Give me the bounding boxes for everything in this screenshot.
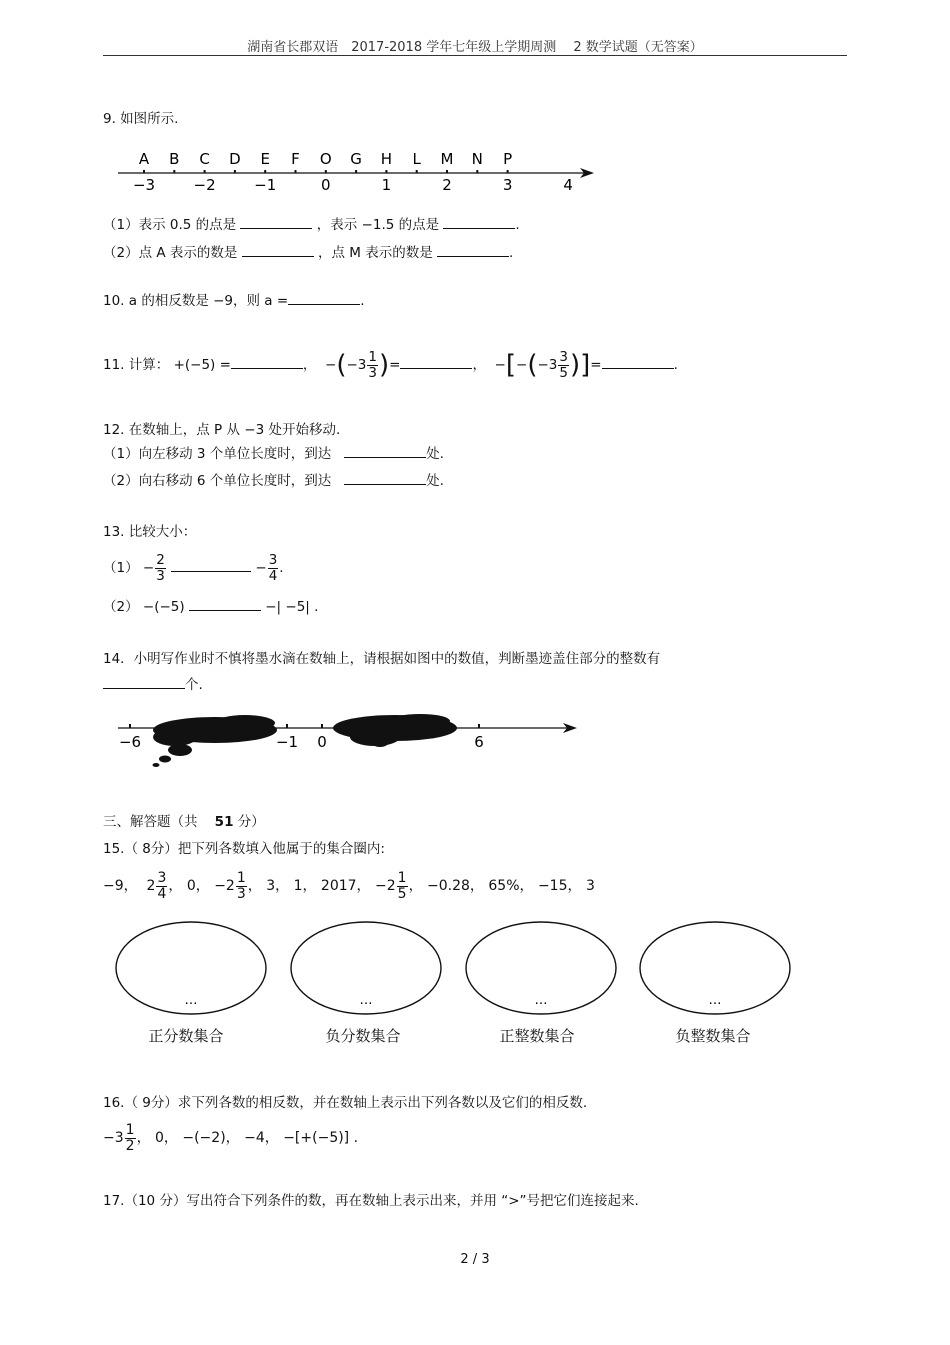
q11-blank-1[interactable] [231,356,303,369]
q9-title: 9. 如图所示. [103,111,179,127]
ink-blot-right [333,714,457,747]
q9-part1: （1）表示 0.5 的点是 ，表示 −1.5 的点是 . [103,217,520,233]
q9-blank-3[interactable] [242,244,314,257]
q15-title: 15.（ 8分）把下列各数填入他属于的集合圈内: [103,841,385,857]
set-ellipsis-4: … [708,993,722,1008]
q16-numbers: −3 $\frac{1}{2}$ ， 0， −(−2)， −4， −[+(−5)] . [103,1121,359,1154]
q14-tick-label-0: −6 [118,733,142,751]
q13-fraction-1: $\frac{2}{3}$ [156,551,165,584]
q13-blank-1[interactable] [171,559,251,572]
q9-blank-1[interactable] [240,216,312,229]
q12-title: 12. 在数轴上，点 P 从 −3 处开始移动. [103,422,341,438]
point-label-G: G [350,150,362,168]
point-label-N: N [471,150,483,168]
q11-fraction-2: $\frac{3}{5}$ [559,348,568,381]
q14-number-line [0,705,950,775]
q10-blank[interactable] [288,292,360,305]
tick-label-1: −2 [193,176,216,194]
set-label-negative-fractions: 负分数集合 [325,1027,401,1045]
page-header: 湖南省长郡双语 2017-2018 学年七年级上学期周测 2 数学试题（无答案） [247,40,703,55]
point-label-P: P [503,150,513,168]
q13-blank-2[interactable] [189,598,261,611]
point-label-M: M [440,150,454,168]
q14-tick-label-1: −1 [275,733,299,751]
q11-blank-3[interactable] [602,356,674,369]
point-label-A: A [138,150,150,168]
q14-line1: 14．小明写作业时不慎将墨水滴在数轴上，请根据如图中的数值，判断墨迹盖住部分的整数有 [103,651,661,667]
q14-tick-label-3: 6 [474,733,484,751]
q14-tick-label-2: 0 [317,733,327,751]
tick-label-4: 1 [381,176,392,194]
q11-fraction-1: $\frac{1}{3}$ [368,348,377,381]
q15-number-list: −9， 2 $\frac{3}{4}$ ， 0， −2 $\frac{1}{3}$ ， 3， 1， 2017， −2 $\frac{1}{5}$ ， −0.28， 65%， −15， 3 [103,869,595,902]
q12-part1: （1）向左移动 3 个单位长度时，到达 处. [103,446,444,462]
set-label-positive-integers: 正整数集合 [499,1027,575,1045]
point-label-E: E [260,150,270,168]
q13-fraction-2: $\frac{3}{4}$ [268,551,278,584]
q13-part1: （1） − $\frac{2}{3}$ − $\frac{3}{4}$ . [103,551,284,584]
point-label-B: B [169,150,180,168]
tick-label-6: 3 [502,176,513,194]
tick-label-0: −3 [132,176,156,194]
q15-fraction-2: $\frac{1}{3}$ [236,869,246,902]
point-label-C: C [199,150,210,168]
point-label-L: L [412,150,421,168]
q13-part2: （2） −(−5) −| −5| . [103,599,319,615]
q12-blank-2[interactable] [344,472,426,485]
set-ellipsis-3: … [534,993,548,1008]
tick-label-7: 4 [563,176,573,194]
set-label-negative-integers: 负整数集合 [675,1027,751,1045]
header-divider [103,55,847,56]
q16-fraction: $\frac{1}{2}$ [125,1121,135,1154]
q9-blank-2[interactable] [443,216,515,229]
set-ellipsis-2: … [359,993,373,1008]
q10: 10. a 的相反数是 −9，则 a = . [103,293,365,309]
q13-title: 13. 比较大小： [103,524,197,540]
q14-blank[interactable] [103,676,185,689]
ink-blot-left [153,715,278,767]
tick-label-2: −1 [254,176,277,194]
q17: 17.（10 分）写出符合下列条件的数，再在数轴上表示出来，并用 “>”号把它们连接起来. [103,1193,639,1209]
q9-blank-4[interactable] [437,244,509,257]
q11-blank-2[interactable] [400,356,472,369]
point-label-H: H [380,150,393,168]
q11: 11. 计算： +(−5) = ， −(−3 $\frac{1}{3}$ )= ， −[−(−3 $\frac{3}{5}$ )]= . [103,348,678,381]
q15-set-circles [0,920,950,1020]
q15-fraction-1: $\frac{3}{4}$ [157,869,167,902]
q14-line2: 个. [103,676,203,694]
point-label-D: D [229,150,241,168]
section-3-title: 三、解答题（共 51 分） [103,814,265,830]
tick-label-5: 2 [442,176,452,194]
q12-part2: （2）向右移动 6 个单位长度时，到达 处. [103,473,444,489]
point-label-O: O [319,150,332,168]
page-number: 2 / 3 [460,1252,490,1267]
point-label-F: F [291,150,300,168]
tick-label-3: 0 [321,176,331,194]
q9-part2: （2）点 A 表示的数是 ，点 M 表示的数是 . [103,245,514,261]
set-ellipsis-1: … [184,993,198,1008]
q9-number-line [0,145,950,195]
q16-title: 16.（ 9分）求下列各数的相反数，并在数轴上表示出下列各数以及它们的相反数. [103,1095,588,1111]
q12-blank-1[interactable] [344,445,426,458]
set-label-positive-fractions: 正分数集合 [148,1027,224,1045]
q15-fraction-3: $\frac{1}{5}$ [397,869,407,902]
